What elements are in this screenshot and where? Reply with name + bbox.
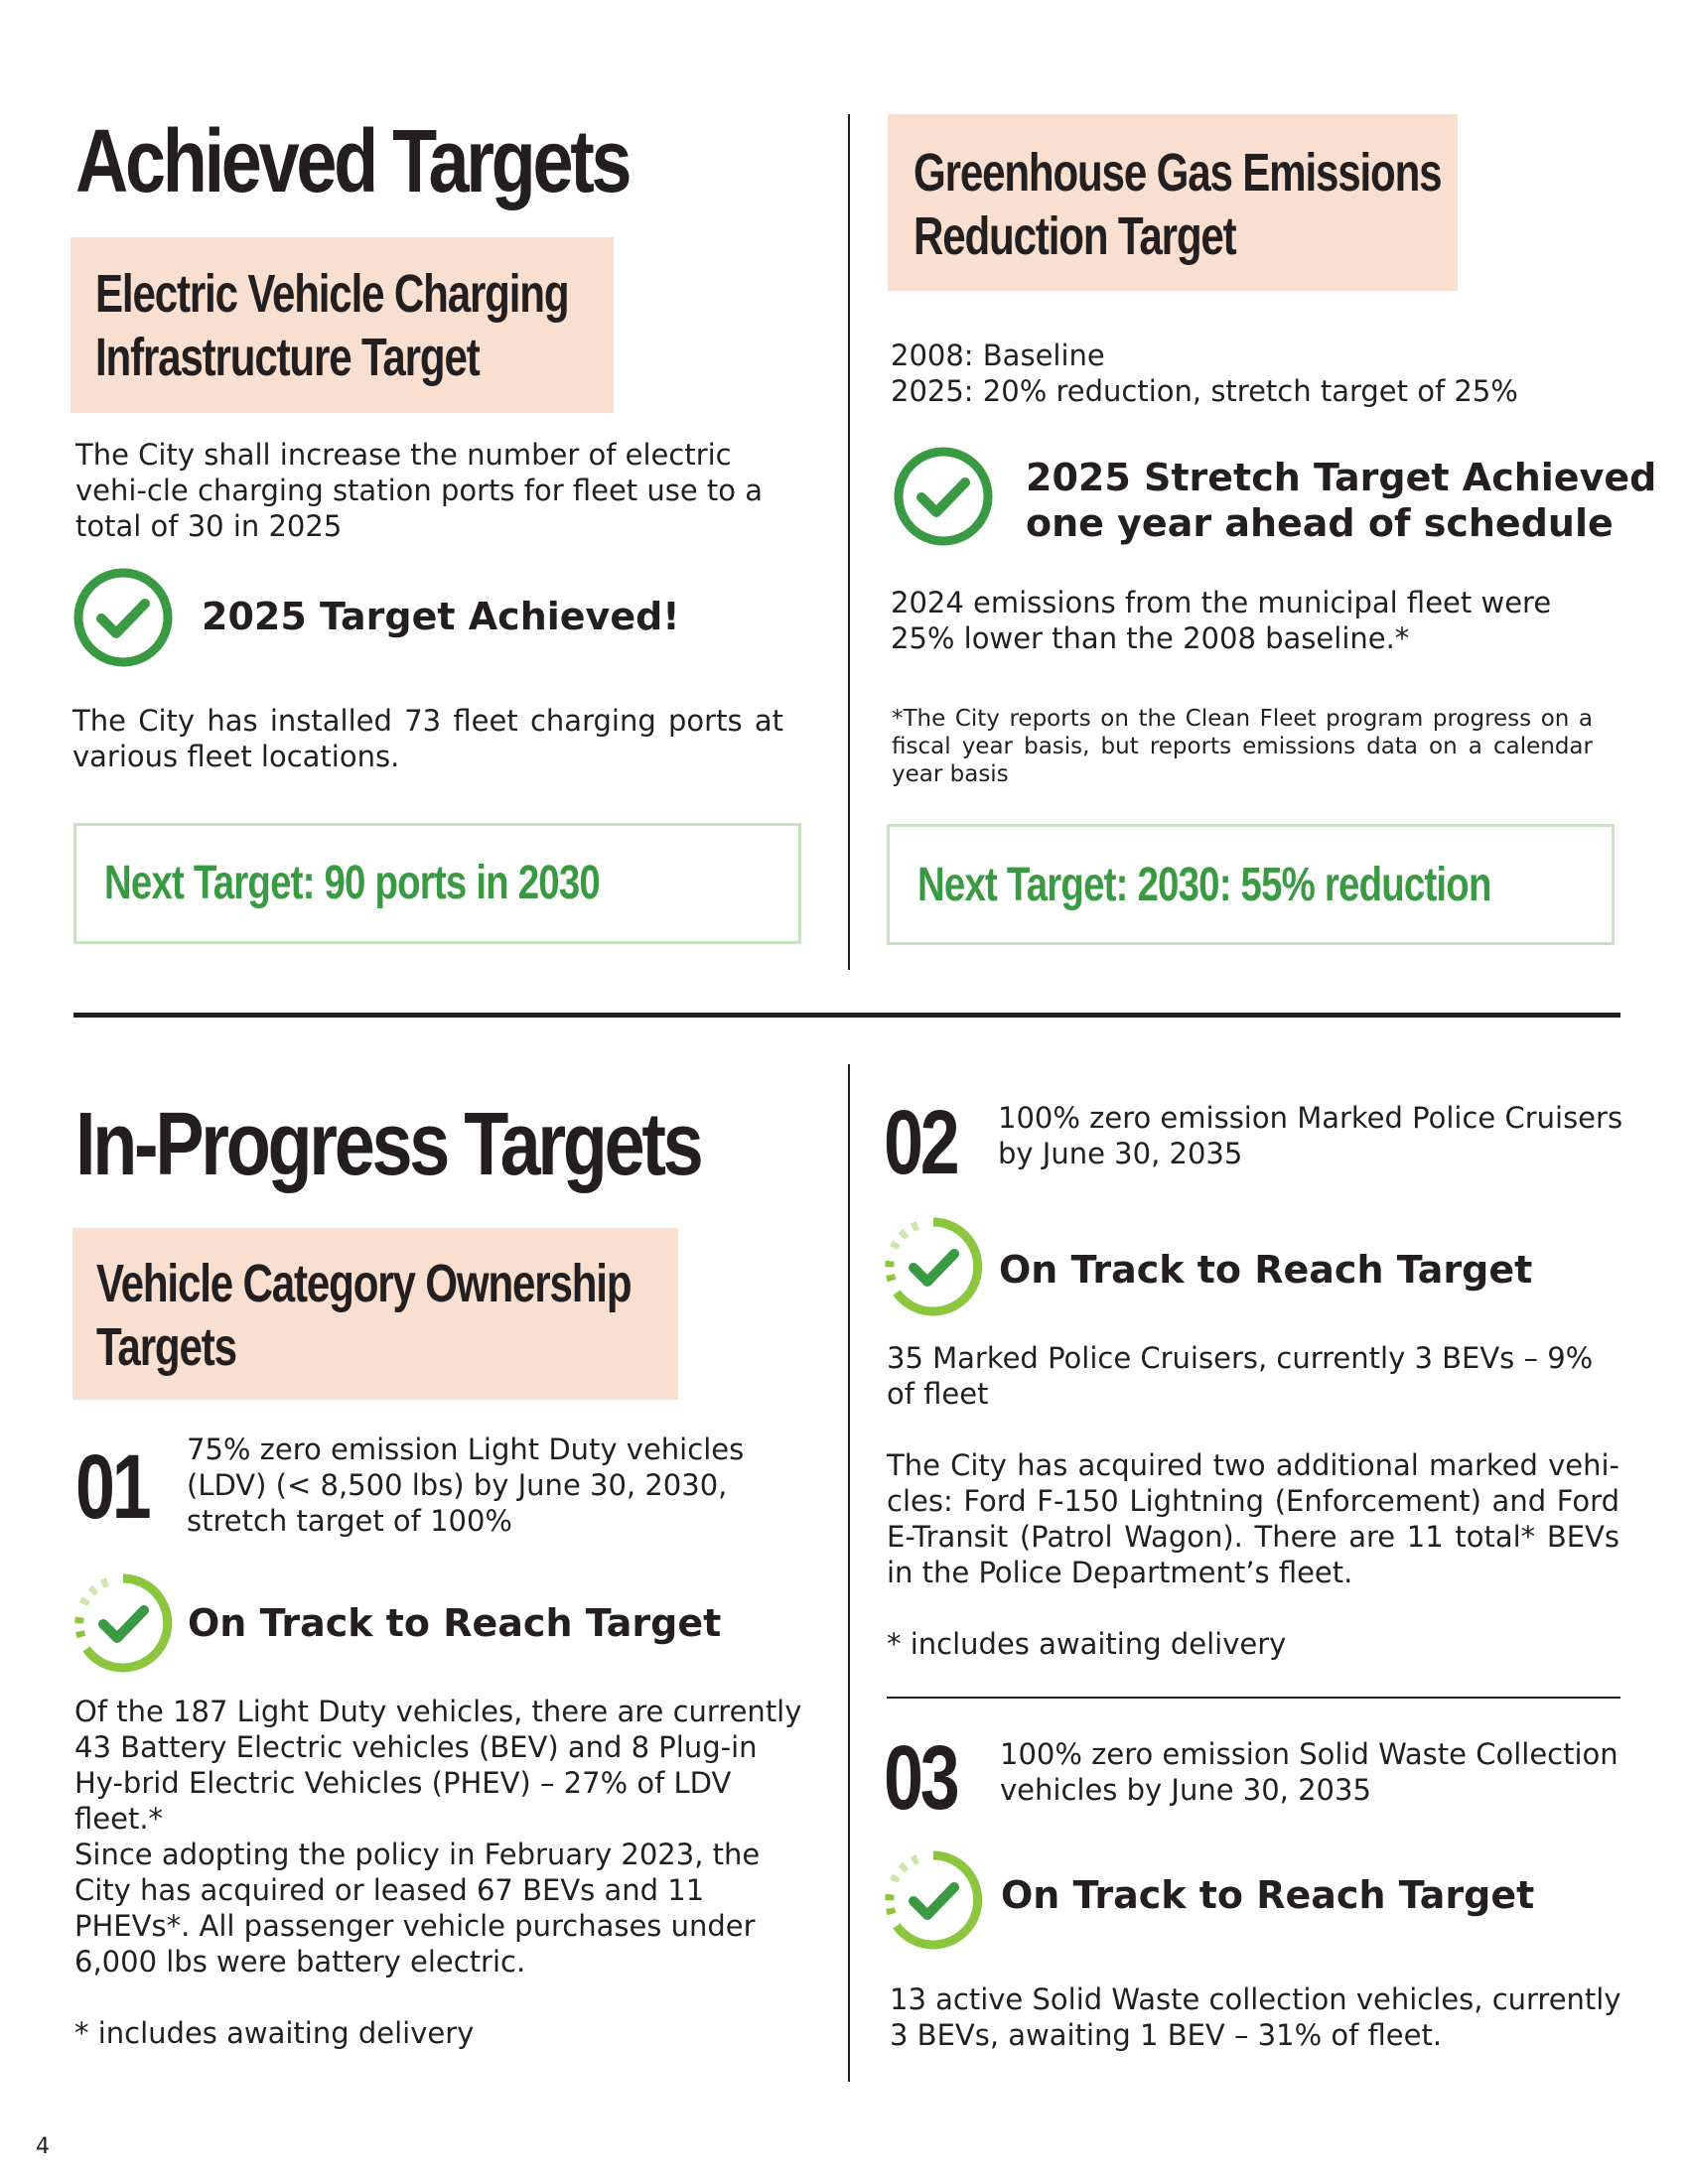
ghg-next-target: Next Target: 2030: 55% reduction [917,859,1491,911]
ghg-footnote: *The City reports on the Clean Fleet program progress on a fiscal year basis, but reports emissions data on a calendar year basis [892,706,1593,787]
ev-detail: The City has installed 73 fleet charging ports at various fleet locations. [72,704,783,773]
ev-status: 2025 Target Achieved! [202,595,680,638]
item-target: 75% zero emission Light Duty vehicles (LDV) (< 8,500 lbs) by June 30, 2030, stretch target of 100% [187,1433,745,1538]
item-target: 100% zero emission Solid Waste Collection vehicles by June 30, 2035 [1000,1737,1618,1807]
item-number: 02 [884,1092,957,1193]
category-title-box [72,1228,678,1400]
section-divider [73,1013,1620,1018]
column-divider-top [848,114,850,970]
ev-next-target: Next Target: 90 ports in 2030 [104,857,600,909]
item-status: On Track to Reach Target [999,1248,1533,1292]
ev-description: The City shall increase the number of electric vehi-cle charging station ports for fleet use to a total of 30 in 2025 [75,438,764,543]
item-note: * includes awaiting delivery [74,2016,475,2050]
ghg-status [1026,455,1656,546]
ev-title-line2: Infrastructure Target [95,328,480,387]
category-title-line2: Targets [96,1317,236,1377]
ghg-title-line1: Greenhouse Gas Emissions [914,143,1442,203]
ev-title-line1: Electric Vehicle Charging [95,264,569,324]
in-progress-heading: In-Progress Targets [75,1095,701,1194]
item-divider [887,1697,1620,1699]
ghg-status-line2: one year ahead of schedule [1026,501,1614,545]
column-divider-bottom [848,1064,850,2082]
item-status: On Track to Reach Target [1001,1873,1535,1917]
ghg-baseline: 2008: Baseline [891,339,1105,372]
ghg-title-box [888,114,1458,291]
page-number: 4 [36,2134,50,2159]
ghg-detail: 2024 emissions from the municipal fleet were 25% lower than the 2008 baseline.* [891,586,1552,655]
ghg-next-target-box [887,824,1615,945]
check-circle-icon [892,445,995,548]
item-detail: 35 Marked Police Cruisers, currently 3 BEVs – 9% of fleet [887,1341,1594,1411]
achieved-heading: Achieved Targets [75,112,630,211]
check-circle-icon [71,566,175,669]
category-title-line1: Vehicle Category Ownership [96,1254,632,1313]
item-number: 01 [75,1436,149,1538]
dashed-check-circle-icon [71,1571,175,1675]
item-status: On Track to Reach Target [188,1601,722,1645]
ghg-title-line2: Reduction Target [914,206,1236,266]
item-detail: Of the 187 Light Duty vehicles, there are currently 43 Battery Electric vehicles (BEV) and 8 Plug-in Hy-brid Electric Vehicles (PHEV) – 27% of LDV fleet.* [74,1695,802,1836]
item-detail: The City has acquired two additional marked vehi-cles: Ford F-150 Lightning (Enforcement) and Ford E-Transit (Patrol Wagon). There are 11 total* BEVs in the Police Department’s fleet. [887,1448,1619,1589]
item-number: 03 [884,1727,957,1829]
ghg-status-line1: 2025 Stretch Target Achieved [1026,456,1657,499]
item-target: 100% zero emission Marked Police Cruisers by June 30, 2035 [998,1101,1623,1170]
ev-title-box [70,237,614,413]
item-note: * includes awaiting delivery [887,1627,1287,1661]
ghg-goal: 2025: 20% reduction, stretch target of 25% [891,374,1518,408]
dashed-check-circle-icon [882,1215,985,1318]
ev-next-target-box [73,823,801,944]
item-detail: Since adopting the policy in February 2023, the City has acquired or leased 67 BEVs and 11 PHEVs*. All passenger vehicle purchases under 6,000 lbs were battery electric. [74,1838,761,1979]
item-detail: 13 active Solid Waste collection vehicles, currently 3 BEVs, awaiting 1 BEV – 31% of fleet. [890,1982,1621,2052]
dashed-check-circle-icon [882,1848,985,1952]
